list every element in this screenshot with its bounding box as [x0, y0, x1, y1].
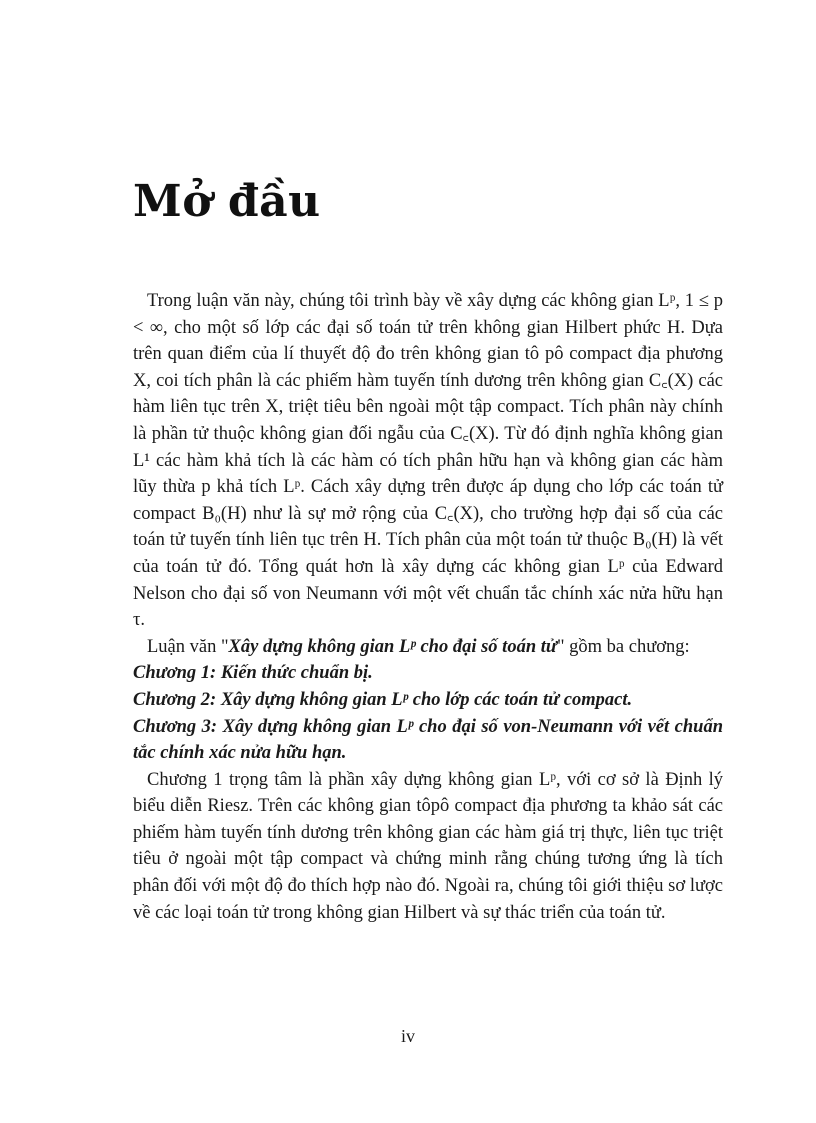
chapter-1-line: Chương 1: Kiến thức chuẩn bị. [133, 663, 373, 684]
page-number: iv [400, 1026, 415, 1046]
thesis-title: Xây dựng không gian Lᵖ cho đại số toán tử [228, 636, 557, 657]
chapter-3-line: Chương 3: Xây dựng không gian Lᵖ cho đại số von-Neumann với vết chuẩn tắc chính xác nửa hữu hạn. [133, 716, 723, 764]
thesis-prefix: Luận văn " [147, 636, 229, 657]
thesis-paragraph [133, 634, 723, 661]
intro-paragraph: Trong luận văn này, chúng tôi trình bày về xây dựng các không gian Lᵖ, 1 ≤ p < ∞, cho một số lớp các đại số toán tử trên không gian Hilbert phức H. Dựa trên quan điểm của lí thuyết độ đo trên không gian tô pô compact địa phương X, coi tích phân là các phiếm hàm tuyến tính dương trên không gian C꜀(X) các hàm liên tục trên X, triệt tiêu bên ngoài một tập compact. Tích phân này chính là phần tử thuộc không gian đối ngẫu của C꜀(X). Từ đó định nghĩa không gian L¹ các hàm khả tích là các hàm có tích phân hữu hạn và không gian các hàm lũy thừa p khả tích Lᵖ. Cách xây dựng trên được áp dụng cho lớp các toán tử compact B₀(H) như là sự mở rộng của C꜀(X), cho trường hợp đại số của các toán tử tuyến tính liên tục trên H. Tích phân của một toán tử thuộc B₀(H) là vết của toán tử đó. Tổng quát hơn là xây dựng các không gian Lᵖ của Edward Nelson cho đại số von Neumann với một vết chuẩn tắc chính xác nửa hữu hạn τ. [133, 291, 723, 631]
chapter-1-summary: Chương 1 trọng tâm là phần xây dựng không gian Lᵖ, với cơ sở là Định lý biểu diễn Riesz. Trên các không gian tôpô compact địa phương ta khảo sát các phiếm hàm tuyến tính dương trên không gian các hàm giá trị thực, liên tục triệt tiêu ở ngoài một tập compact và chứng minh rằng chúng tương ứng là tích phân đối với một độ đo thích hợp nào đó. Ngoài ra, chúng tôi giới thiệu sơ lược về các loại toán tử trong không gian Hilbert và sự thác triển của toán tử. [133, 769, 723, 923]
thesis-suffix: " gồm ba chương: [556, 636, 690, 657]
chapter-2-line: Chương 2: Xây dựng không gian Lᵖ cho lớp các toán tử compact. [133, 689, 633, 710]
body-text [133, 288, 723, 926]
page-title: Mở đầu [133, 176, 321, 227]
